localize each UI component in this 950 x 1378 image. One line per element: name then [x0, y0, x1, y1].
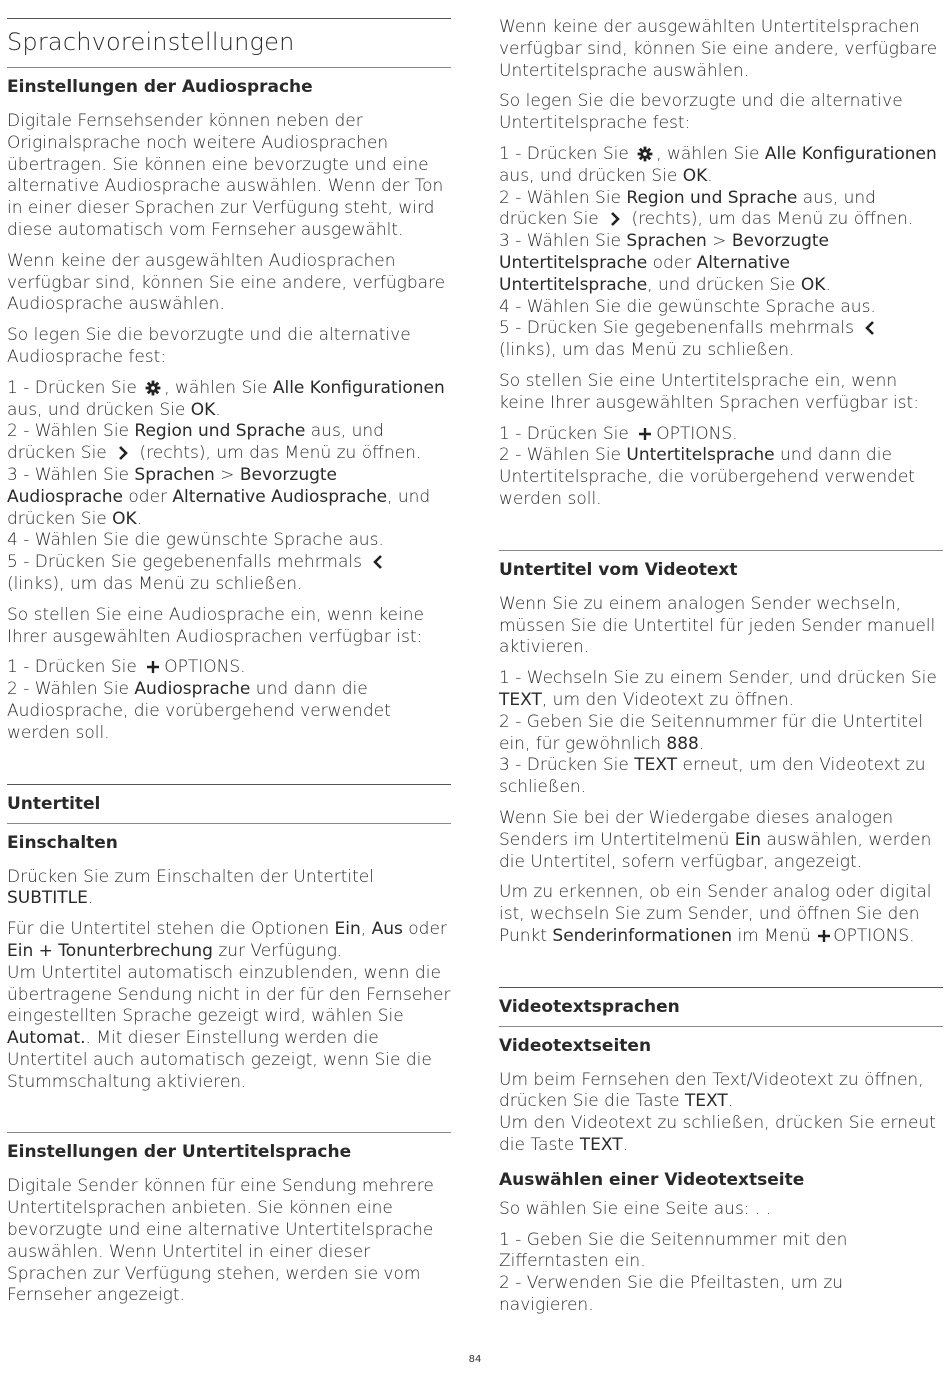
- select-page-intro: So wählen Sie eine Seite aus: . .: [499, 1198, 772, 1219]
- section-heading-subtitle-lang: Einstellungen der Untertitelsprache: [7, 1142, 352, 1163]
- page-number: 84: [468, 1354, 482, 1365]
- step-3: 3 - Wählen Sie Sprachen > Bevorzugte Audiosprache oder Alternative Audiosprache, und drücken Sie OK.: [7, 464, 431, 529]
- step-4: 4 - Wählen Sie die gewünschte Sprache aus.: [499, 296, 876, 317]
- step-1: 1 - Wechseln Sie zu einem Sender, und drücken Sie TEXT, um den Videotext zu öffnen.: [499, 668, 937, 710]
- subtitle-fallback-text: Wenn keine der ausgewählten Untertitelsprachen verfügbar sind, können Sie eine andere, verfügbare Untertitelsprache auswählen.: [499, 17, 938, 81]
- audio-temp-intro: So stellen Sie eine Audiosprache ein, wenn keine Ihrer ausgewählten Audiosprachen verfügbar ist:: [7, 604, 424, 647]
- audio-steps: [7, 378, 451, 596]
- step-2: 2 - Wählen Sie Region und Sprache aus, und drücken Sie (rechts), um das Menü zu öffnen.: [7, 421, 422, 464]
- audio-temp-steps: [7, 657, 451, 744]
- subtitle-options-text: Für die Untertitel stehen die Optionen Ein, Aus oder Ein + Tonunterbrechung zur Verfügung. Um Untertitel automatisch einzublenden, wenn die übertragene Sendung nicht in der für den Fernseher eingestellten Sprache gezeigt wird, wählen Sie Automat.. Mit dieser Einstellung werden die Untertitel auch automatisch gezeigt, wenn Sie die Stummschaltung aktivieren.: [7, 919, 451, 1092]
- subtitle-enable-text: Drücken Sie zum Einschalten der Untertitel SUBTITLE.: [7, 866, 374, 909]
- step-1: 1 - Drücken Sie OPTIONS.: [7, 657, 246, 678]
- teletext-sub-on-text: Wenn Sie bei der Wiedergabe dieses analogen Senders im Untertitelmenü Ein auswählen, werden die Untertitel, sofern verfügbar, angezeigt.: [499, 807, 932, 872]
- plus-icon: [145, 659, 161, 675]
- chevron-left-icon: [370, 554, 386, 570]
- section-heading-teletext-languages: Videotextsprachen: [499, 996, 680, 1017]
- gear-icon: [637, 146, 653, 162]
- right-column: [499, 0, 943, 1326]
- audio-fallback-text: Wenn keine der ausgewählten Audiosprachen verfügbar sind, können Sie eine andere, verfügbare Audiosprache auswählen.: [7, 250, 446, 315]
- section-heading-subtitles: Untertitel: [7, 793, 101, 814]
- audio-setup-intro: So legen Sie die bevorzugte und die alternative Audiosprache fest:: [7, 325, 411, 367]
- teletext-sub-intro: Wenn Sie zu einem analogen Sender wechseln, müssen Sie die Untertitel für jeden Sender manuell aktivieren.: [499, 593, 936, 658]
- subsection-heading-teletext-pages: Videotextseiten: [499, 1035, 652, 1056]
- teletext-sub-analog-text: Um zu erkennen, ob ein Sender analog oder digital ist, wechseln Sie zum Sender, und öffnen Sie den Punkt Senderinformationen im Menü OPTIONS.: [499, 882, 932, 946]
- step-2: 2 - Wählen Sie Region und Sprache aus, und drücken Sie (rechts), um das Menü zu öffnen.: [499, 187, 914, 230]
- step-1: 1 - Drücken Sie , wählen Sie Alle Konfigurationen aus, und drücken Sie OK.: [499, 143, 937, 186]
- step-1: 1 - Drücken Sie OPTIONS.: [499, 423, 738, 444]
- chevron-right-icon: [115, 445, 131, 461]
- select-page-steps: [499, 1230, 943, 1317]
- teletext-pages-text: Um beim Fernsehen den Text/Videotext zu öffnen, drücken Sie die Taste TEXT. Um den Videotext zu schließen, drücken Sie erneut die Taste TEXT.: [499, 1069, 936, 1156]
- step-2: 2 - Wählen Sie Audiosprache und dann die Audiosprache, die vorübergehend verwendet werden soll.: [7, 679, 391, 743]
- subtitle-steps: [499, 144, 943, 362]
- chevron-left-icon: [862, 320, 878, 336]
- step-1: 1 - Drücken Sie , wählen Sie Alle Konfigurationen aus, und drücken Sie OK.: [7, 377, 445, 420]
- plus-icon: [637, 426, 653, 442]
- step-1: 1 - Geben Sie die Seitennummer mit den Zifferntasten ein.: [499, 1229, 848, 1272]
- step-2: 2 - Geben Sie die Seitennummer für die Untertitel ein, für gewöhnlich 888.: [499, 711, 924, 754]
- left-column: [7, 0, 451, 1316]
- gear-icon: [145, 380, 161, 396]
- page-title: Sprachvoreinstellungen: [7, 28, 295, 56]
- subtitle-temp-steps: [499, 424, 943, 511]
- step-5: 5 - Drücken Sie gegebenenfalls mehrmals (links), um das Menü zu schließen.: [7, 552, 451, 596]
- audio-intro: Digitale Fernsehsender können neben der Originalsprache noch weitere Audiosprachen übertragen. Sie können eine bevorzugte und eine alternative Audiosprache auswählen. Wenn der Ton in einer dieser Sprachen zur Verfügung steht, wird diese automatisch vom Fernseher ausgewählt.: [7, 111, 444, 240]
- section-heading-teletext-subtitles: Untertitel vom Videotext: [499, 559, 738, 580]
- step-3: 3 - Wählen Sie Sprachen > Bevorzugte Untertitelsprache oder Alternative Untertitelsprache, und drücken Sie OK.: [499, 231, 831, 295]
- step-5: 5 - Drücken Sie gegebenenfalls mehrmals (links), um das Menü zu schließen.: [499, 318, 943, 362]
- subtitle-lang-intro: Digitale Sender können für eine Sendung mehrere Untertitelsprachen anbieten. Sie können eine bevorzugte und eine alternative Untertitelsprache auswählen. Wenn Untertitel in einer dieser Sprachen zur Verfügung stehen, werden sie vom Fernseher angezeigt.: [7, 1176, 434, 1306]
- step-3: 3 - Drücken Sie TEXT erneut, um den Videotext zu schließen.: [499, 755, 926, 798]
- section-heading-audio: Einstellungen der Audiosprache: [7, 77, 313, 97]
- subtitle-setup-intro: So legen Sie die bevorzugte und die alternative Untertitelsprache fest:: [499, 91, 903, 134]
- subsection-heading-select-page: Auswählen einer Videotextseite: [499, 1169, 805, 1190]
- teletext-sub-steps: [499, 668, 943, 799]
- chevron-right-icon: [607, 211, 623, 227]
- step-2: 2 - Wählen Sie Untertitelsprache und dann die Untertitelsprache, die vorübergehend verwendet werden soll.: [499, 445, 915, 509]
- subsection-heading-enable: Einschalten: [7, 832, 118, 853]
- subtitle-temp-intro: So stellen Sie eine Untertitelsprache ein, wenn keine Ihrer ausgewählten Sprachen verfügbar ist:: [499, 370, 919, 413]
- plus-icon: [816, 928, 832, 944]
- step-2: 2 - Verwenden Sie die Pfeiltasten, um zu navigieren.: [499, 1273, 844, 1316]
- step-4: 4 - Wählen Sie die gewünschte Sprache aus.: [7, 530, 384, 551]
